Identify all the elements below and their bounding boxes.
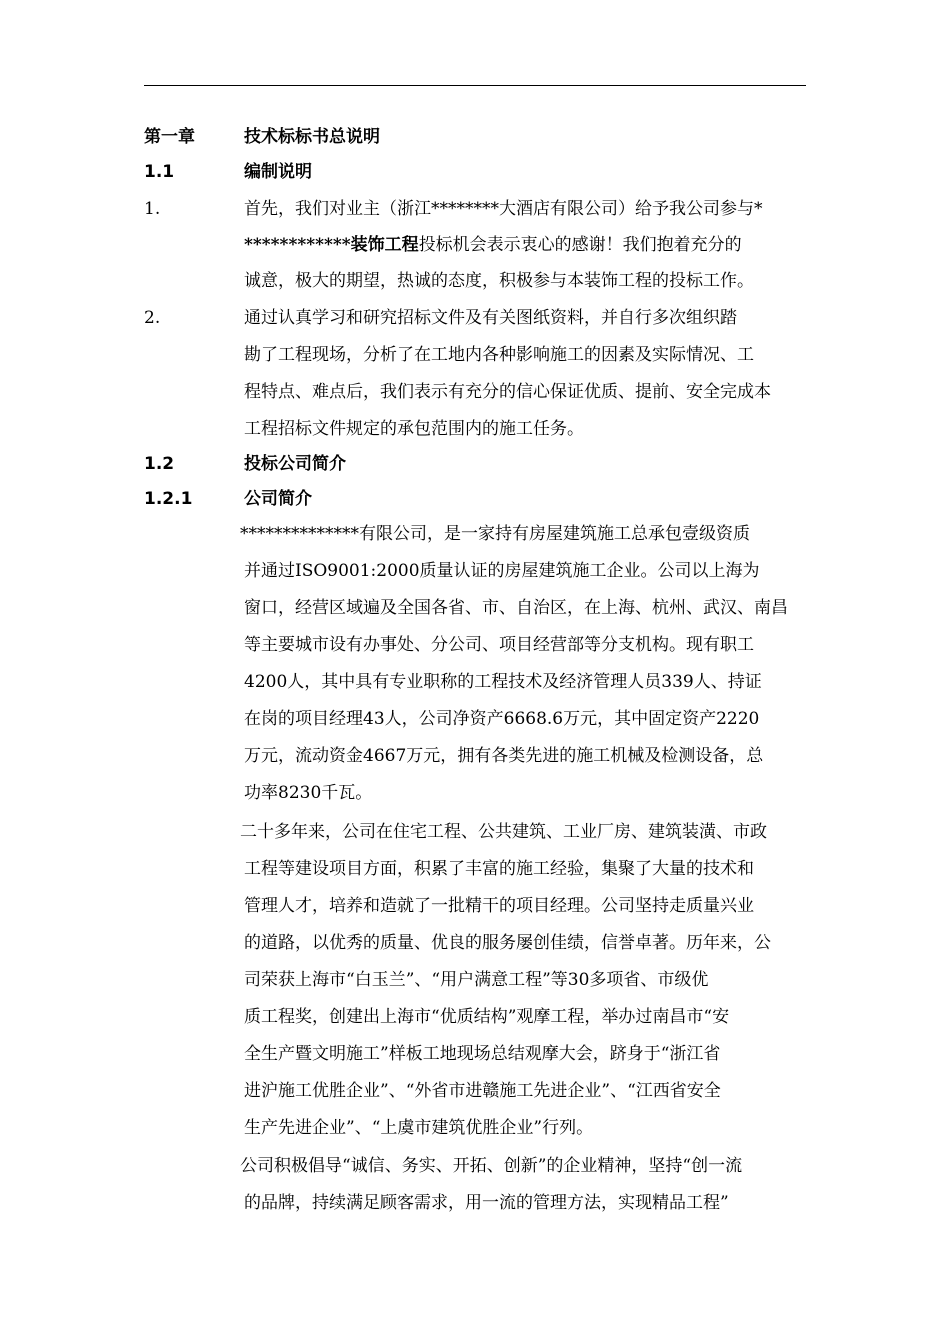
paragraph-line: 全生产暨文明施工”样板工地现场总结观摩大会，跻身于“浙江省 bbox=[244, 1044, 721, 1064]
paragraph-line: **************有限公司，是一家持有房屋建筑施工总承包壹级资质 bbox=[240, 524, 750, 544]
section-title: 编制说明 bbox=[244, 162, 312, 182]
paragraph-line: 勘了工程现场，分析了在工地内各种影响施工的因素及实际情况、工 bbox=[244, 345, 754, 365]
paragraph-line: 管理人才，培养和造就了一批精干的项目经理。公司坚持走质量兴业 bbox=[244, 896, 754, 916]
paragraph-line: 万元，流动资金4667万元，拥有各类先进的施工机械及检测设备，总 bbox=[244, 746, 764, 766]
paragraph-line: 并通过ISO9001:2000质量认证的房屋建筑施工企业。公司以上海为 bbox=[244, 561, 760, 581]
paragraph-line: 二十多年来，公司在住宅工程、公共建筑、工业厂房、建筑装潢、市政 bbox=[240, 822, 767, 842]
list-item-number: 1. bbox=[144, 199, 161, 219]
paragraph-line: 工程等建设项目方面，积累了丰富的施工经验，集聚了大量的技术和 bbox=[244, 859, 754, 879]
project-name: ************装饰工程 bbox=[244, 235, 419, 255]
section-title: 公司简介 bbox=[244, 489, 312, 509]
paragraph-line: 的道路，以优秀的质量、优良的服务屡创佳绩，信誉卓著。历年来，公 bbox=[244, 933, 771, 953]
list-item-number: 2. bbox=[144, 308, 161, 328]
header-rule bbox=[144, 85, 806, 86]
paragraph-line: 4200人，其中具有专业职称的工程技术及经济管理人员339人、持证 bbox=[244, 672, 762, 692]
section-title: 投标公司简介 bbox=[244, 454, 346, 474]
paragraph-line: 在岗的项目经理43人，公司净资产6668.6万元，其中固定资产2220 bbox=[244, 709, 760, 729]
paragraph-line: 的品牌，持续满足顾客需求，用一流的管理方法，实现精品工程” bbox=[244, 1193, 729, 1213]
paragraph-line: 诚意，极大的期望，热诚的态度，积极参与本装饰工程的投标工作。 bbox=[244, 271, 754, 291]
section-number: 1.2.1 bbox=[144, 489, 193, 509]
paragraph-line: 公司积极倡导“诚信、务实、开拓、创新”的企业精神，坚持“创一流 bbox=[240, 1156, 743, 1176]
paragraph-line: 工程招标文件规定的承包范围内的施工任务。 bbox=[244, 419, 584, 439]
paragraph-line: 进沪施工优胜企业”、“外省市进赣施工先进企业”、“江西省安全 bbox=[244, 1081, 721, 1101]
paragraph-line: 司荣获上海市“白玉兰”、“用户满意工程”等30多项省、市级优 bbox=[244, 970, 709, 990]
section-number: 1.2 bbox=[144, 454, 175, 474]
section-number: 1.1 bbox=[144, 162, 175, 182]
paragraph-line: 质工程奖，创建出上海市“优质结构”观摩工程，举办过南昌市“安 bbox=[244, 1007, 730, 1027]
chapter-title: 技术标标书总说明 bbox=[244, 127, 380, 147]
paragraph-text: 投标机会表示衷心的感谢！我们抱着充分的 bbox=[418, 235, 742, 255]
paragraph-line: 首先，我们对业主（浙江********大酒店有限公司）给予我公司参与* bbox=[244, 199, 763, 219]
paragraph-line: 生产先进企业”、“上虞市建筑优胜企业”行列。 bbox=[244, 1118, 594, 1138]
paragraph-line: 功率8230千瓦。 bbox=[244, 783, 373, 803]
chapter-number: 第一章 bbox=[144, 127, 195, 147]
paragraph-line bbox=[244, 235, 742, 255]
paragraph-line: 程特点、难点后，我们表示有充分的信心保证优质、提前、安全完成本 bbox=[244, 382, 771, 402]
paragraph-line: 等主要城市设有办事处、分公司、项目经营部等分支机构。现有职工 bbox=[244, 635, 754, 655]
paragraph-line: 窗口，经营区域遍及全国各省、市、自治区，在上海、杭州、武汉、南昌 bbox=[244, 598, 788, 618]
paragraph-line: 通过认真学习和研究招标文件及有关图纸资料，并自行多次组织踏 bbox=[244, 308, 737, 328]
